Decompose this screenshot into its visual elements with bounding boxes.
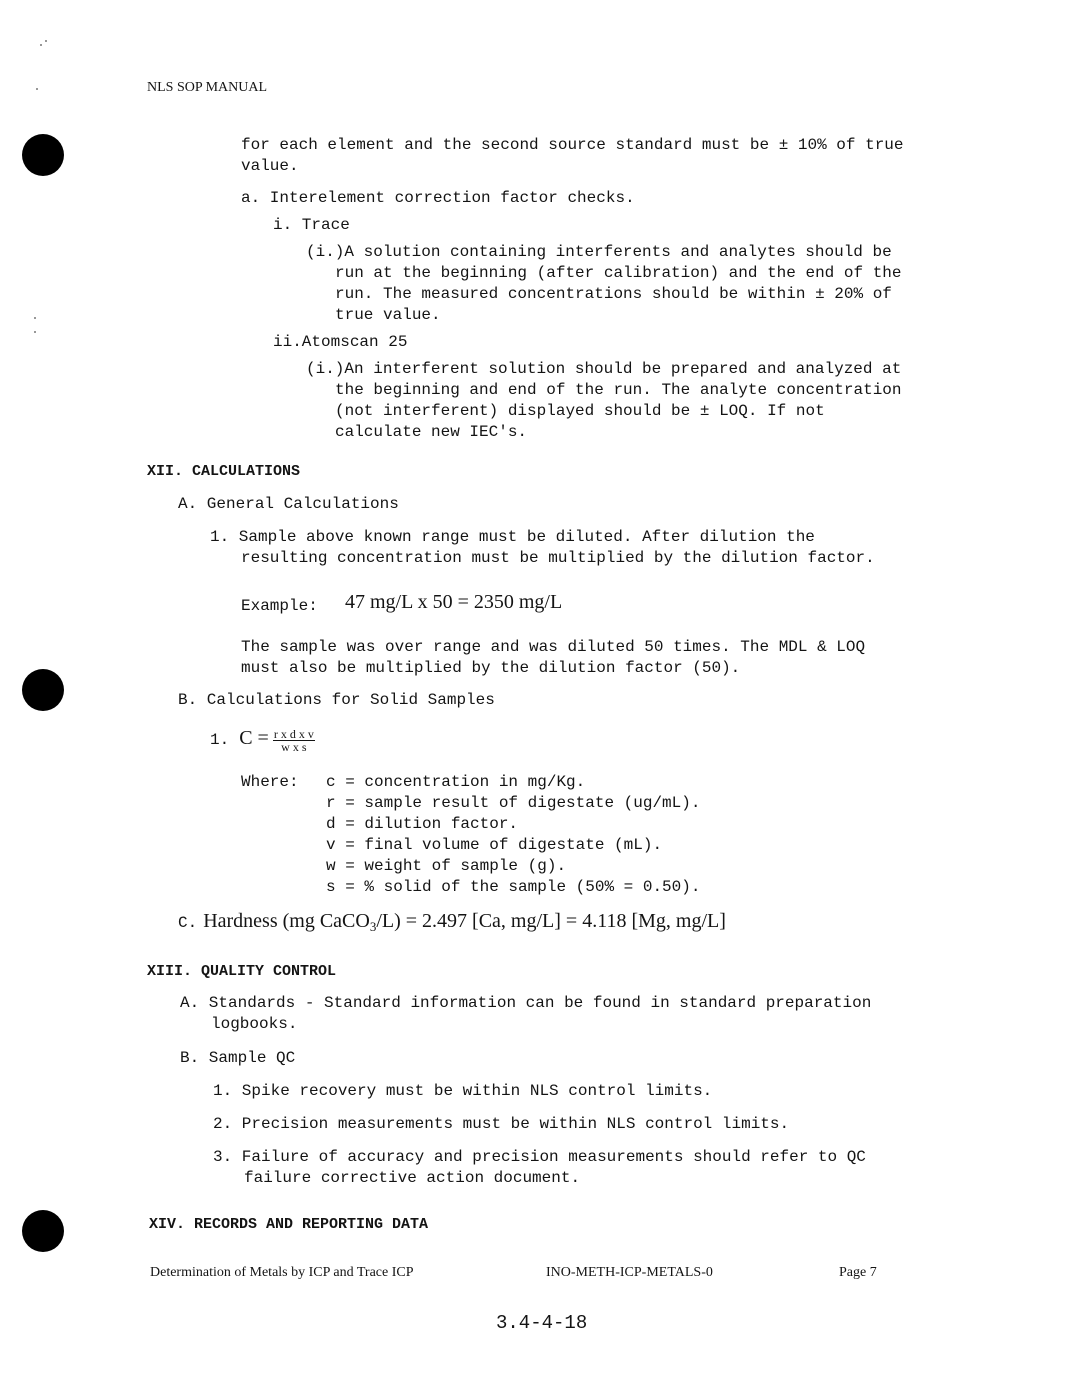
formula-denominator: w x s: [281, 739, 307, 754]
atomscan-text-line: (i.)An interferent solution should be prepared and analyzed at: [306, 360, 902, 378]
variable-definition: c = concentration in mg/Kg.: [326, 773, 586, 791]
hardness-formula-post: /L) = 2.497 [Ca, mg/L] = 4.118 [Mg, mg/L]: [376, 910, 726, 932]
footer-document-title: Determination of Metals by ICP and Trace ICP: [150, 1265, 414, 1280]
punch-hole-middle: [22, 669, 64, 711]
punch-hole-top: [22, 134, 64, 176]
footer-document-id: INO-METH-ICP-METALS-0: [546, 1265, 713, 1280]
trace-text-line: (i.)A solution containing interferents and analytes should be: [306, 243, 892, 261]
qc-item: 1. Spike recovery must be within NLS control limits.: [213, 1082, 713, 1100]
scan-speck: [34, 331, 36, 333]
qc-item: 2. Precision measurements must be within NLS control limits.: [213, 1115, 790, 1133]
hardness-formula-pre: Hardness (mg CaCO: [203, 910, 370, 932]
scan-speck: [45, 40, 47, 42]
solid-formula: [210, 727, 315, 753]
trace-text-line: true value.: [335, 306, 441, 324]
section-heading-quality-control: XIII. QUALITY CONTROL: [147, 963, 337, 980]
atomscan-text-line: the beginning and end of the run. The analyte concentration: [335, 381, 902, 399]
qc-item: 3. Failure of accuracy and precision measurements should refer to QC: [213, 1148, 866, 1166]
example-note-line: The sample was over range and was diluted 50 times. The MDL & LOQ: [241, 638, 866, 656]
formula-fraction: [273, 728, 315, 753]
scan-speck: [36, 88, 38, 90]
atomscan-text-line: (not interferent) displayed should be ± LOQ. If not: [335, 402, 825, 420]
variable-definition: v = final volume of digestate (mL).: [326, 836, 663, 854]
variable-definition: s = % solid of the sample (50% = 0.50).: [326, 878, 701, 896]
formula-numerator: r x d x v: [273, 726, 314, 741]
scan-speck: [34, 317, 36, 319]
variable-definition: r = sample result of digestate (ug/mL).: [326, 794, 701, 812]
atomscan-label: ii.Atomscan 25: [273, 333, 408, 351]
trace-text-line: run at the beginning (after calibration) and the end of the: [335, 264, 902, 282]
hardness-label: C.: [178, 914, 198, 932]
solid-samples-heading: B. Calculations for Solid Samples: [178, 691, 495, 709]
atomscan-text-line: calculate new IEC's.: [335, 423, 528, 441]
page-number: 3.4-4-18: [496, 1312, 588, 1334]
trace-text-line: run. The measured concentrations should be within ± 20% of: [335, 285, 892, 303]
variable-definition: d = dilution factor.: [326, 815, 519, 833]
standards-text-line: A. Standards - Standard information can be found in standard preparation: [180, 994, 872, 1012]
variable-definition: w = weight of sample (g).: [326, 857, 567, 875]
hardness-formula: [178, 910, 726, 935]
trace-label: i. Trace: [273, 216, 350, 234]
hardness-formula-sub: 3: [369, 919, 377, 935]
section-heading-calculations: XII. CALCULATIONS: [147, 463, 301, 480]
formula-number: 1.: [210, 731, 230, 749]
manual-title: NLS SOP MANUAL: [147, 80, 268, 95]
standards-text-line: logbooks.: [211, 1015, 298, 1033]
example-formula: 47 mg/L x 50 = 2350 mg/L: [345, 591, 563, 613]
example-label: Example:: [241, 597, 318, 615]
dilution-text-line: 1. Sample above known range must be diluted. After dilution the: [210, 528, 815, 546]
formula-lhs: C =: [239, 727, 269, 749]
footer-page-label: Page 7: [839, 1265, 877, 1280]
sample-qc-heading: B. Sample QC: [180, 1049, 296, 1067]
section-heading-records: XIV. RECORDS AND REPORTING DATA: [149, 1216, 429, 1233]
dilution-text-line: resulting concentration must be multiplied by the dilution factor.: [241, 549, 875, 567]
continuation-line: for each element and the second source standard must be ± 10% of true: [241, 136, 904, 154]
scan-speck: [40, 44, 42, 46]
qc-item: failure corrective action document.: [244, 1169, 581, 1187]
item-a-interelement: a. Interelement correction factor checks.: [241, 189, 635, 207]
where-label: Where:: [241, 773, 299, 791]
example-note-line: must also be multiplied by the dilution factor (50).: [241, 659, 741, 677]
punch-hole-bottom: [22, 1210, 64, 1252]
continuation-line: value.: [241, 157, 299, 175]
general-calculations-heading: A. General Calculations: [178, 495, 399, 513]
